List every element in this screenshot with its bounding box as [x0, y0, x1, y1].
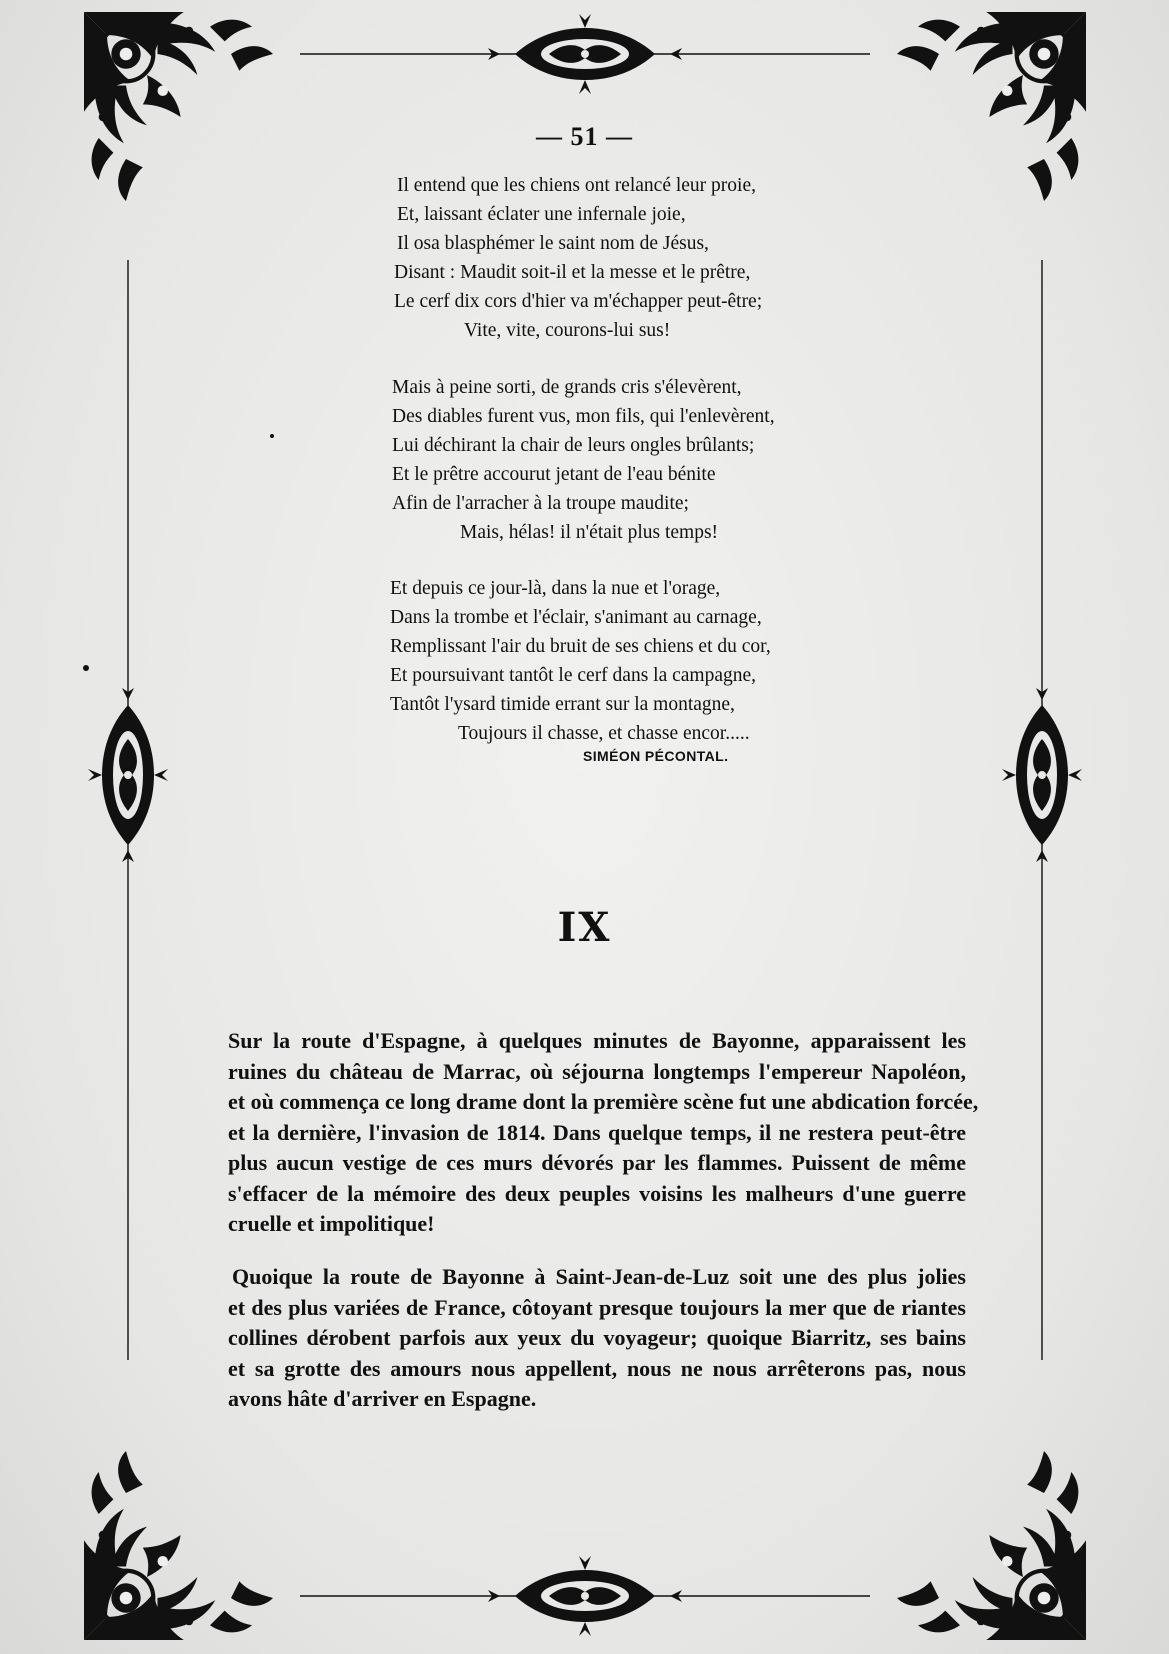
- verse-line: Dans la trombe et l'éclair, s'animant au carnage,: [390, 607, 762, 628]
- verse-line: Le cerf dix cors d'hier va m'échapper peut-être;: [394, 291, 763, 312]
- corner-ornament-bottom-left: [84, 1451, 273, 1640]
- paragraph-line: et des plus variées de France, côtoyant presque toujours la mer que de riantes: [228, 1294, 966, 1320]
- verse-line: Lui déchirant la chair de leurs ongles brûlants;: [392, 435, 755, 456]
- paragraph-line: ruines du château de Marrac, où séjourna longtemps l'empereur Napoléon,: [228, 1058, 966, 1084]
- poem-signature: SIMÉON PÉCONTAL.: [583, 748, 729, 764]
- mid-ornament-top: [515, 14, 655, 94]
- paragraph-line: et la dernière, l'invasion de 1814. Dans quelque temps, il ne restera peut-être: [228, 1119, 966, 1145]
- chapter-heading: IX: [557, 904, 612, 951]
- paragraph-line: s'effacer de la mémoire des deux peuples voisins les malheurs d'une guerre: [228, 1180, 966, 1206]
- paragraph-line: Sur la route d'Espagne, à quelques minutes de Bayonne, apparaissent les: [228, 1028, 966, 1053]
- paragraph-line: collines dérobent parfois aux yeux du voyageur; quoique Biarritz, ses bains: [228, 1325, 966, 1350]
- verse-line: Il osa blasphémer le saint nom de Jésus,: [397, 233, 709, 254]
- corner-ornament-top-left: [84, 12, 273, 201]
- mid-ornament-right: [1002, 705, 1082, 845]
- mid-ornament-left: [88, 705, 168, 845]
- verse-line-refrain: Toujours il chasse, et chasse encor.....: [458, 723, 750, 744]
- paragraph-line: et sa grotte des amours nous appellent, nous ne nous arrêterons pas, nous: [228, 1355, 966, 1381]
- corner-ornament-top-right: [897, 12, 1086, 201]
- verse-line: Disant : Maudit soit-il et la messe et le prêtre,: [394, 262, 751, 283]
- verse-line: Et depuis ce jour-là, dans la nue et l'orage,: [390, 578, 721, 599]
- verse-line: Tantôt l'ysard timide errant sur la montagne,: [390, 694, 735, 715]
- paragraph-line: plus aucun vestige de ces murs dévorés par les flammes. Puissent de même: [228, 1150, 966, 1175]
- verse-line: Remplissant l'air du bruit de ses chiens et du cor,: [390, 636, 771, 657]
- verse-line-refrain: Mais, hélas! il n'était plus temps!: [460, 522, 719, 543]
- verse-line: Mais à peine sorti, de grands cris s'élevèrent,: [392, 377, 742, 398]
- paragraph-2: [228, 1262, 966, 1415]
- paragraph-1: [228, 1026, 979, 1240]
- mid-ornament-bottom: [515, 1556, 655, 1636]
- page-number: — 51 —: [536, 122, 633, 151]
- verse-line: Et, laissant éclater une infernale joie,: [397, 204, 686, 225]
- paragraph-line: avons hâte d'arriver en Espagne.: [228, 1386, 537, 1411]
- verse-line-refrain: Vite, vite, courons-lui sus!: [464, 320, 671, 341]
- verse-line: Des diables furent vus, mon fils, qui l'enlevèrent,: [392, 406, 775, 427]
- paragraph-line: et où commença ce long drame dont la première scène fut une abdication forcée,: [228, 1089, 979, 1114]
- verse-line: Et le prêtre accourut jetant de l'eau bénite: [392, 464, 716, 485]
- corner-ornament-bottom-right: [897, 1451, 1086, 1640]
- paragraph-line: cruelle et impolitique!: [228, 1211, 435, 1236]
- verse-line: Afin de l'arracher à la troupe maudite;: [392, 493, 689, 514]
- verse-line: Il entend que les chiens ont relancé leur proie,: [397, 175, 756, 196]
- paragraph-line: Quoique la route de Bayonne à Saint-Jean-de-Luz soit une des plus jolies: [232, 1264, 966, 1289]
- verse-line: Et poursuivant tantôt le cerf dans la campagne,: [390, 665, 757, 686]
